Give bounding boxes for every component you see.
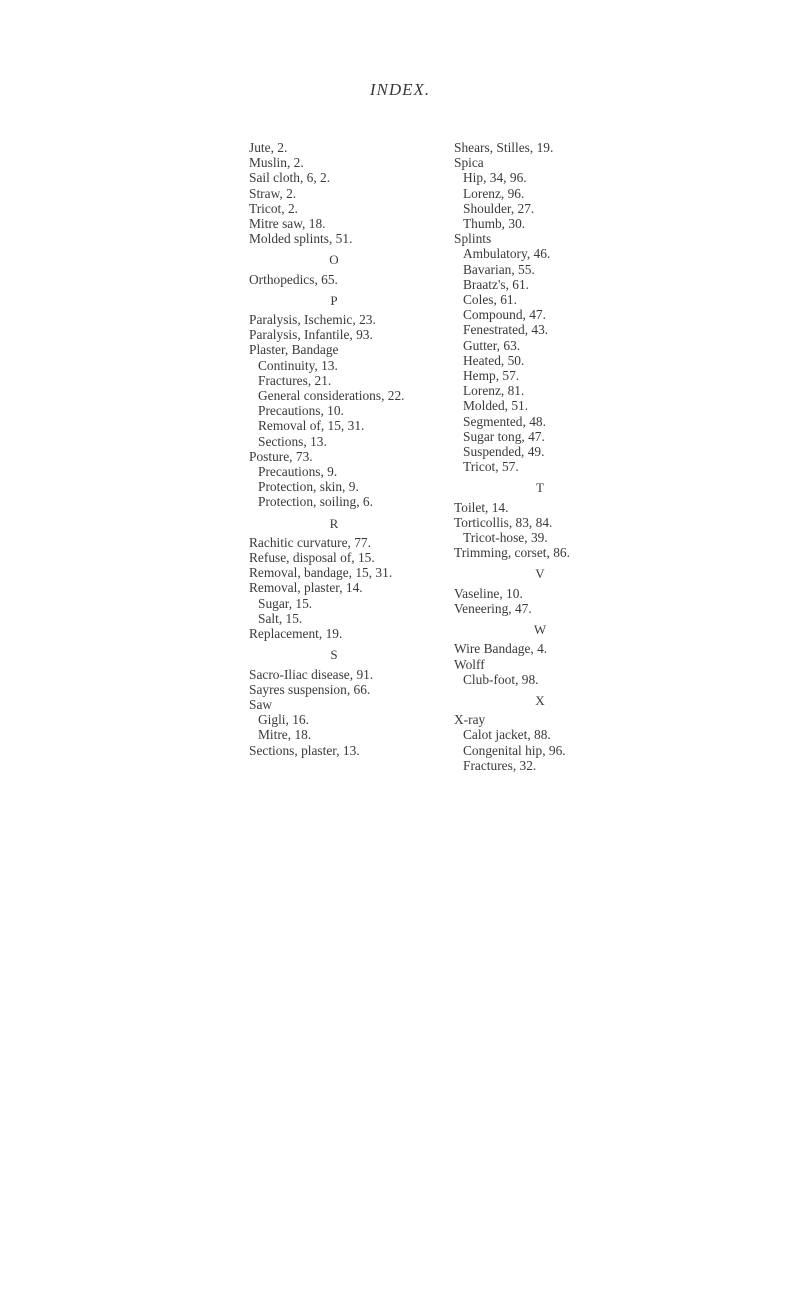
index-subentry: Lorenz, 81. — [463, 383, 525, 399]
index-subentry: Protection, soiling, 6. — [258, 494, 373, 510]
index-subentry: Continuity, 13. — [258, 357, 338, 373]
index-subentry: Mitre, 18. — [258, 727, 312, 743]
index-subentry: Hip, 34, 96. — [463, 170, 527, 186]
index-subentry: Lorenz, 96. — [463, 185, 525, 201]
section-letter: T — [536, 480, 544, 496]
index-column-right — [454, 140, 654, 773]
index-entry: Wire Bandage, 4. — [454, 641, 548, 657]
index-subentry: Fractures, 21. — [258, 372, 332, 388]
index-entry: Removal, plaster, 14. — [249, 580, 363, 596]
index-entry: Refuse, disposal of, 15. — [249, 550, 375, 566]
index-subentry: Protection, skin, 9. — [258, 479, 359, 495]
section-letter: P — [330, 292, 338, 308]
index-subentry: Sugar tong, 47. — [463, 428, 545, 444]
index-subentry: Congenital hip, 96. — [463, 742, 566, 758]
index-entry: Vaseline, 10. — [454, 585, 523, 601]
index-entry: Sail cloth, 6, 2. — [249, 170, 331, 186]
index-subentry: Heated, 50. — [463, 352, 525, 368]
index-subentry: Fenestrated, 43. — [463, 322, 549, 338]
index-entry: Removal, bandage, 15, 31. — [249, 565, 393, 581]
index-entry: Spica — [454, 155, 484, 171]
index-entry: Posture, 73. — [249, 448, 313, 464]
index-entry: Molded splints, 51. — [249, 231, 353, 247]
index-subentry: Salt, 15. — [258, 610, 303, 626]
index-entry: Jute, 2. — [249, 140, 288, 155]
index-entry: Rachitic curvature, 77. — [249, 534, 371, 550]
index-subentry: Sections, 13. — [258, 433, 327, 449]
index-entry: Mitre saw, 18. — [249, 216, 326, 232]
index-entry: Straw, 2. — [249, 185, 297, 201]
page-title: INDEX. — [369, 80, 431, 99]
index-entry: Veneering, 47. — [454, 600, 532, 616]
section-letter: V — [535, 566, 545, 582]
index-subentry: Molded, 51. — [463, 398, 529, 414]
index-entry: Trimming, corset, 86. — [454, 545, 570, 561]
index-entry: Tricot, 2. — [249, 200, 298, 216]
index-subentry: Shoulder, 27. — [463, 200, 535, 216]
index-column-left — [249, 140, 449, 758]
index-subentry: Removal of, 15, 31. — [258, 418, 365, 434]
index-subentry: Segmented, 48. — [463, 413, 546, 429]
section-letter: X — [535, 692, 545, 708]
index-entry: Paralysis, Ischemic, 23. — [249, 312, 376, 328]
index-subentry: Gutter, 63. — [463, 337, 521, 353]
index-subentry: Gigli, 16. — [258, 712, 309, 728]
index-entry: Shears, Stilles, 19. — [454, 140, 554, 155]
index-subentry: General considerations, 22. — [258, 388, 405, 404]
section-letter: S — [330, 647, 338, 663]
index-subentry: Fractures, 32. — [463, 757, 537, 773]
index-entry: Toilet, 14. — [454, 499, 509, 515]
index-subentry: Calot jacket, 88. — [463, 727, 551, 743]
index-subentry: Suspended, 49. — [463, 444, 545, 460]
index-entry: Saw — [249, 696, 273, 712]
index-subentry: Precautions, 10. — [258, 403, 344, 419]
index-entry: Muslin, 2. — [249, 155, 304, 171]
index-entry: Sacro-Iliac disease, 91. — [249, 666, 374, 682]
index-entry: Splints — [454, 231, 492, 247]
index-subentry: Hemp, 57. — [463, 368, 520, 384]
index-entry: Plaster, Bandage — [249, 342, 339, 358]
index-entry: Torticollis, 83, 84. — [454, 514, 553, 530]
section-letter: O — [329, 252, 339, 268]
index-subentry: Braatz's, 61. — [463, 276, 529, 292]
index-subentry: Tricot, 57. — [463, 459, 519, 475]
index-entry: Orthopedics, 65. — [249, 271, 338, 287]
index-entry: Wolff — [454, 656, 485, 672]
index-entry: Paralysis, Infantile, 93. — [249, 327, 373, 343]
index-subentry: Bavarian, 55. — [463, 261, 535, 277]
section-letter: W — [533, 622, 547, 638]
index-subentry: Tricot-hose, 39. — [463, 530, 548, 546]
index-entry: Sayres suspension, 66. — [249, 681, 371, 697]
index-subentry: Club-foot, 98. — [463, 671, 539, 687]
index-subentry: Thumb, 30. — [463, 216, 526, 232]
index-entry: Sections, plaster, 13. — [249, 742, 360, 758]
index-subentry: Precautions, 9. — [258, 464, 338, 480]
index-subentry: Compound, 47. — [463, 307, 546, 323]
index-entry: X-ray — [454, 712, 486, 728]
index-subentry: Sugar, 15. — [258, 595, 313, 611]
section-letter: R — [329, 515, 339, 531]
index-subentry: Ambulatory, 46. — [463, 246, 551, 262]
index-entry: Replacement, 19. — [249, 626, 343, 642]
index-subentry: Coles, 61. — [463, 292, 517, 308]
